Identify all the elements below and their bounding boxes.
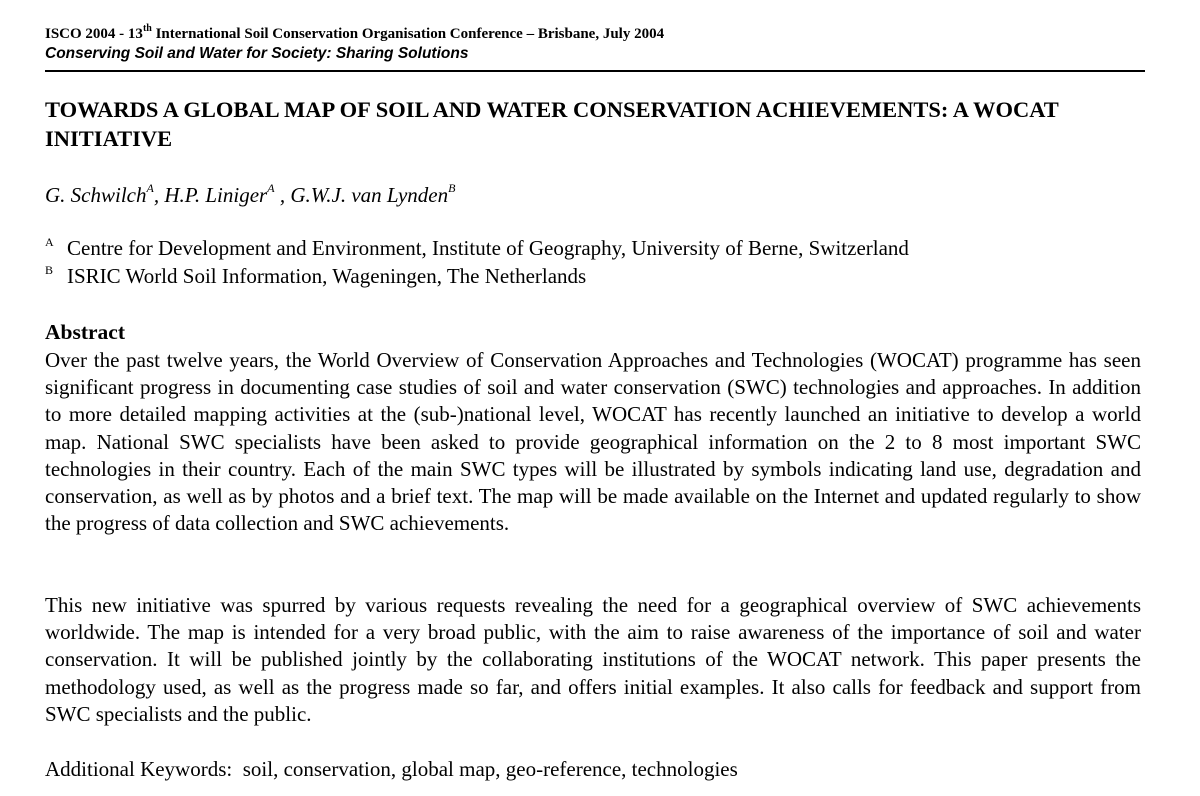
affiliation-list [45, 234, 1145, 290]
header-divider [45, 70, 1145, 72]
affiliation-item [45, 262, 1145, 290]
conference-prefix: ISCO 2004 - 13 [45, 26, 143, 42]
author-affiliation-mark: A [267, 181, 275, 195]
keywords-line: Additional Keywords: soil, conservation, global map, geo-reference, technologies [45, 757, 738, 781]
paper-page [45, 0, 1145, 796]
paper-title: TOWARDS A GLOBAL MAP OF SOIL AND WATER CONSERVATION ACHIEVEMENTS: A WOCAT INITIATIVE [45, 97, 1059, 151]
conference-ordinal-suffix: th [142, 23, 152, 34]
author-name: H.P. Liniger [164, 183, 268, 207]
affiliation-text: ISRIC World Soil Information, Wageningen, The Netherlands [67, 264, 587, 288]
author-name: G.W.J. van Lynden [290, 183, 449, 207]
conference-header [45, 24, 1145, 64]
affiliation-mark: B [45, 263, 54, 277]
affiliation-text: Centre for Development and Environment, Institute of Geography, University of Berne, Switzerland [67, 236, 909, 260]
abstract-heading: Abstract [45, 320, 126, 344]
conference-suffix: International Soil Conservation Organisation Conference – Brisbane, July 2004 [151, 26, 665, 42]
author-list [45, 181, 1145, 209]
abstract-paragraph: Over the past twelve years, the World Overview of Conservation Approaches and Technologies (WOCAT) programme has seen significant progress in documenting case studies of soil and water conservation (SWC) technologies and approaches. In addition to more detailed mapping activities at the (sub-)national level, WOCAT has recently launched an initiative to develop a world map. National SWC specialists have been asked to provide geographical information on the 2 to 8 most important SWC technologies in their country. Each of the main SWC types will be illustrated by symbols indicating land use, degradation and conservation, as well as by photos and a brief text. The map will be made available on the Internet and updated regularly to show the progress of data collection and SWC achievements. [45, 348, 1141, 536]
abstract-paragraph: This new initiative was spurred by various requests revealing the need for a geographical overview of SWC achievements worldwide. The map is intended for a very broad public, with the aim to raise awareness of the importance of soil and water conservation. It will be published jointly by the collaborating institutions of the WOCAT network. This paper presents the methodology used, as well as the progress made so far, and offers initial examples. It also calls for feedback and support from SWC specialists and the public. [45, 593, 1141, 726]
conference-subtitle: Conserving Soil and Water for Society: Sharing Solutions [45, 45, 469, 62]
author-separator: , [153, 183, 165, 207]
affiliation-item [45, 234, 1145, 262]
author-affiliation-mark: B [448, 181, 456, 195]
conference-line [45, 24, 1145, 44]
author-name: G. Schwilch [45, 183, 147, 207]
author-affiliation-mark: A [146, 181, 154, 195]
author-separator: , [274, 183, 291, 207]
affiliation-mark: A [45, 235, 54, 249]
